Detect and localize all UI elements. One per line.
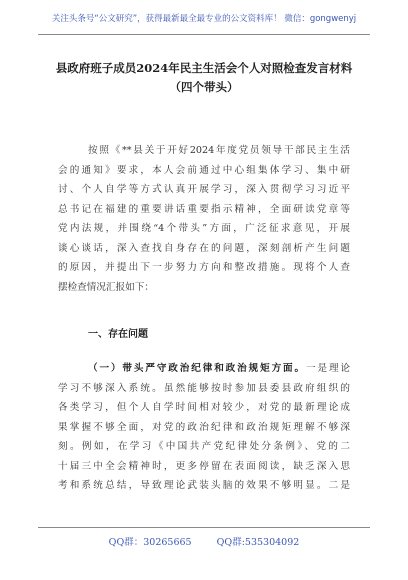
footer-qq-group-2: QQ群:535304092 [216,537,300,548]
intro-paragraph [58,141,350,297]
section-heading: 一、存在问题 [88,329,148,340]
document-subtitle: （四个带头） [169,80,239,94]
document-title: 县政府班子成员2024年民主生活会个人对照检查发言材料 [55,61,353,75]
intro-line: 按照《**县关于开好2024年度党员领导干部民主生活 [88,145,350,156]
body-line: 考和系统总结，导致理论武装头脑的效果不够明显。二是 [58,480,350,491]
intro-line: 的原因，并提出下一步努力方向和整改措施。现将个人查 [58,262,350,273]
footer-divider [38,527,370,528]
intro-line: 党内法规，并围绕“4个带头”方面，广泛征求意见，开展 [58,223,350,234]
body-line: 各类学习，但个人自学时间相对较少，对党的最新理论成 [58,402,350,413]
subsection-line [58,359,350,379]
section-paragraph [58,359,350,496]
body-line: 学习不够深入系统。虽然能够按时参加县委县政府组织的 [58,382,350,394]
body-line: 果掌握不够全面，对党的政治纪律和政治规矩理解不够深 [58,421,350,433]
body-line: 刻。例如，在学习《中国共产党纪律处分条例》、党的二 [58,441,350,452]
promo-banner: 关注头条号“公文研究”，获得最新最全最专业的公文资料库！ 微信：gongwenyj [51,14,357,24]
intro-line: 摆检查情况汇报如下： [58,281,154,293]
header-divider [38,34,370,35]
intro-line: 讨、个人自学等方式认真开展学习，深入贯彻学习习近平 [58,184,350,195]
footer-contacts [0,534,408,548]
intro-line: 会的通知》要求，本人会前通过中心组集体学习、集中研 [58,164,350,176]
intro-line: 总书记在福建的重要讲话重要指示精神，全面研读党章等 [58,203,350,215]
intro-line: 谈心谈话，深入查找自身存在的问题，深刻剖析产生问题 [58,242,350,254]
subsection-lead: 一是理论 [306,363,351,374]
body-line: 十届三中全会精神时，更多停留在表面阅读，缺乏深入思 [58,460,350,472]
subsection-heading: （一）带头严守政治纪律和政治规矩方面。 [88,363,306,374]
footer-qq-group-1: QQ群：30265665 [108,537,192,548]
